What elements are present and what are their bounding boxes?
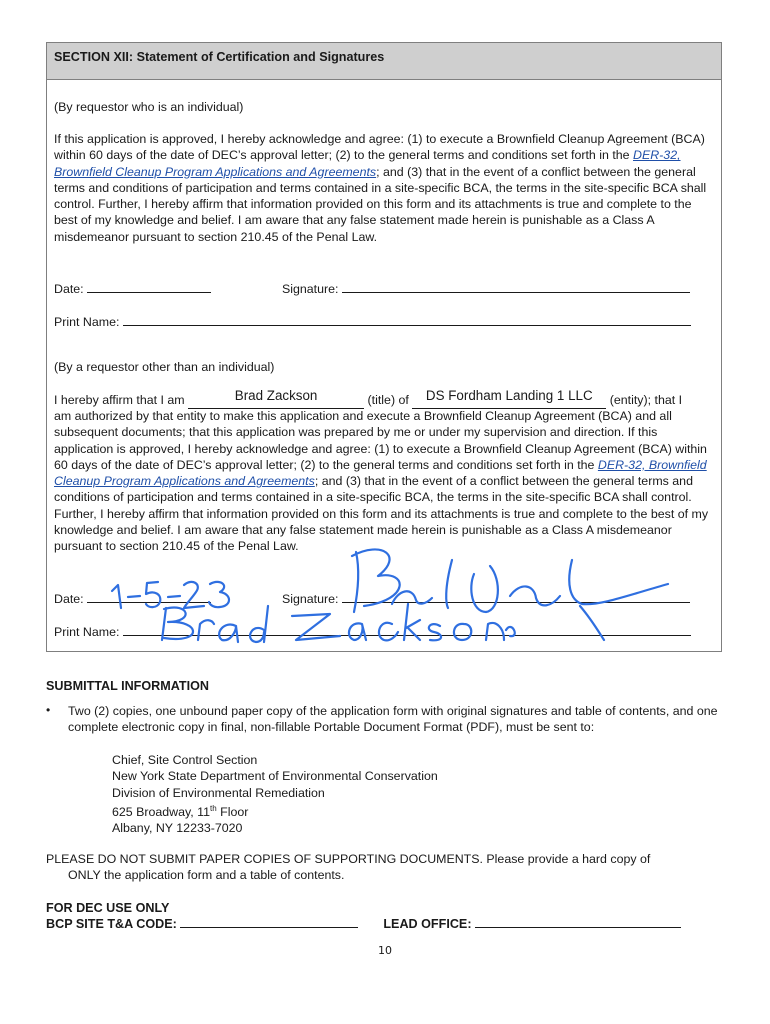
address-line: Chief, Site Control Section [112,753,258,767]
lead-office-label: LEAD OFFICE: [383,917,472,932]
affirm-row: I hereby affirm that I am Brad Zackson (title) of DS Fordham Landing 1 LLC (entity); that I [54,388,683,407]
form-page: SECTION XII: Statement of Certification and Signatures (By requestor who is an individual) If this application is approved, I hereby acknowledge and agree: (1) to execute a Brownfield Cleanup Agreement (BCA) within 60 days of the date of DEC’s approval letter; (2) to the general terms and conditions set forth in the DER-32, Brownfield Cleanup Program Applications and Agreements; and (3) that in the event of a conflict between the general terms and conditions of participation and terms contained in a site-specific BCA, the terms in the site-specific BCA shall control. Further, I hereby affirm that information provided on this form and its attachments is true and complete to the best of my knowledge and belief. I am aware that any false statement made herein is punishable as a Class A misdemeanor pursuant to section 210.45 of the Penal Law. Date: Signature: Print Name: (By a requestor other than an individual) I hereby affirm that I am Brad Zackson (title) of DS Fordham Landing 1 LLC (entity); that I am authorized by that entity to make this application and execute a Brownfield Cleanup Agreement (BCA) and all subsequent documents; that this application was prepared by me or under my supervision and direction. If this application is approved, I hereby acknowledge and agree: (1) to execute a Brownfield Cleanup Agreement (BCA) within 60 days of the date of DEC’s approval letter; (2) to the general terms and conditions set forth in the DER-32, Brownfield Cleanup Program Applications and Agreements; and (3) that in the event of a conflict between the general terms and conditions of participation and terms contained in a site-specific BCA, the terms in the site-specific BCA shall control. Further, I hereby affirm that information provided on this form and its attachments is true and complete to the best of my knowledge and belief. I am aware that any false statement made herein is punishable as a Class A misdemeanor pursuant to section 210.45 of the Penal Law. Date: Signature: Print Name: SUBMITTAL INFORMATION • Two (2) copies, one unbound paper copy of the application form with original signatures and table of contents, and one complete electronic copy in final, non-fillable Portable Document Format (PDF), must be sent to: Chief, Site Control Section New York State Department of Environmental Conservation Division of Environmental Remediation 625 Broadway, 11th Floor Albany, NY 12233-7020 PLEASE DO NOT SUBMIT PAPER COPIES OF SUPPORTING DOCUMENTS. Please provide a hard copy of ONLY the application form and a table of contents. FOR DEC USE ONLY BCP SITE T&A CODE: LEAD OFFICE: 10 [0,0,770,1024]
date-label: Date: [54,282,84,296]
site-code-label: BCP SITE T&A CODE: [46,917,177,932]
other-date-signature-row: Date: Signature: [54,590,714,607]
address-street: 625 Broadway, 11th Floor [112,803,249,820]
address-line: Division of Environmental Remediation [112,785,325,800]
signature-label: Signature: [281,282,339,296]
title-field[interactable]: Brad Zackson [188,393,364,409]
address-city: Albany, NY 12233-7020 [112,821,243,836]
mailing-address [112,752,438,837]
individual-print-name-field[interactable] [123,313,691,326]
entity-field[interactable]: DS Fordham Landing 1 LLC [412,393,606,409]
individual-statement: If this application is approved, I hereby acknowledge and agree: (1) to execute a Brownfield Cleanup Agreement (BCA) within 60 days of the date of DEC’s approval letter; (2) to the general terms and conditions set forth in the DER-32, Brownfield Cleanup Program Applications and Agreements; and (3) that in the event of a conflict between the general terms and conditions of participation and terms contained in a site-specific BCA, the terms in the site-specific BCA shall control. Further, I hereby affirm that information provided on this form and its attachments is true and complete to the best of my knowledge and belief. I am aware that any false statement made herein is punishable as a Class A misdemeanor pursuant to section 210.45 of the Penal Law. [54,132,707,244]
site-code-field[interactable] [180,916,358,928]
certification-section [46,42,722,652]
lead-office-field[interactable] [475,916,681,928]
section-title: SECTION XII: Statement of Certification and Signatures [47,43,721,80]
paper-copies-notice: PLEASE DO NOT SUBMIT PAPER COPIES OF SUPPORTING DOCUMENTS. Please provide a hard copy of ONLY the application form and a table of contents. [46,852,651,883]
individual-print-name-row [54,313,714,330]
individual-signature-field[interactable] [342,280,690,293]
individual-date-field[interactable] [87,280,211,293]
address-line: New York State Department of Environmental Conservation [112,769,438,784]
print-name-label: Print Name: [54,315,120,329]
individual-heading: (By requestor who is an individual) [54,100,244,114]
other-print-name-row: Print Name: [54,623,714,640]
other-heading: (By a requestor other than an individual) [54,360,275,374]
other-statement: am authorized by that entity to make this application and execute a Brownfield Cleanup Agreement (BCA) and all subsequent documents; that this application was prepared by me or under my supervision and direction. If this application is approved, I hereby acknowledge and agree: (1) to execute a Brownfield Cleanup Agreement (BCA) within 60 days of the date of DEC’s approval letter; (2) to the general terms and conditions set forth in the DER-32, Brownfield Cleanup Program Applications and Agreements; and (3) that in the event of a conflict between the general terms and conditions of participation and terms contained in a site-specific BCA, the terms in the site-specific BCA shall control. Further, I hereby affirm that information provided on this form and its attachments is true and complete to the best of my knowledge and belief. I am aware that any false statement made herein is punishable as a Class A misdemeanor pursuant to section 210.45 of the Penal Law. [54,409,709,554]
other-signature-field[interactable] [342,590,690,603]
individual-date-signature-row [54,280,714,297]
der32-link[interactable]: DER-32, Brownfield Cleanup Program Applications and Agreements [54,148,681,179]
dec-use-title: FOR DEC USE ONLY [46,901,170,915]
der32-link-2[interactable]: DER-32, Brownfield Cleanup Program Applications and Agreements [54,457,707,489]
other-date-field[interactable] [87,590,211,603]
submittal-title: SUBMITTAL INFORMATION [46,679,209,693]
dec-use-only [46,900,681,933]
other-print-name-field[interactable] [123,623,691,636]
page-number: 10 [378,944,392,957]
bullet-icon: • [46,703,51,717]
